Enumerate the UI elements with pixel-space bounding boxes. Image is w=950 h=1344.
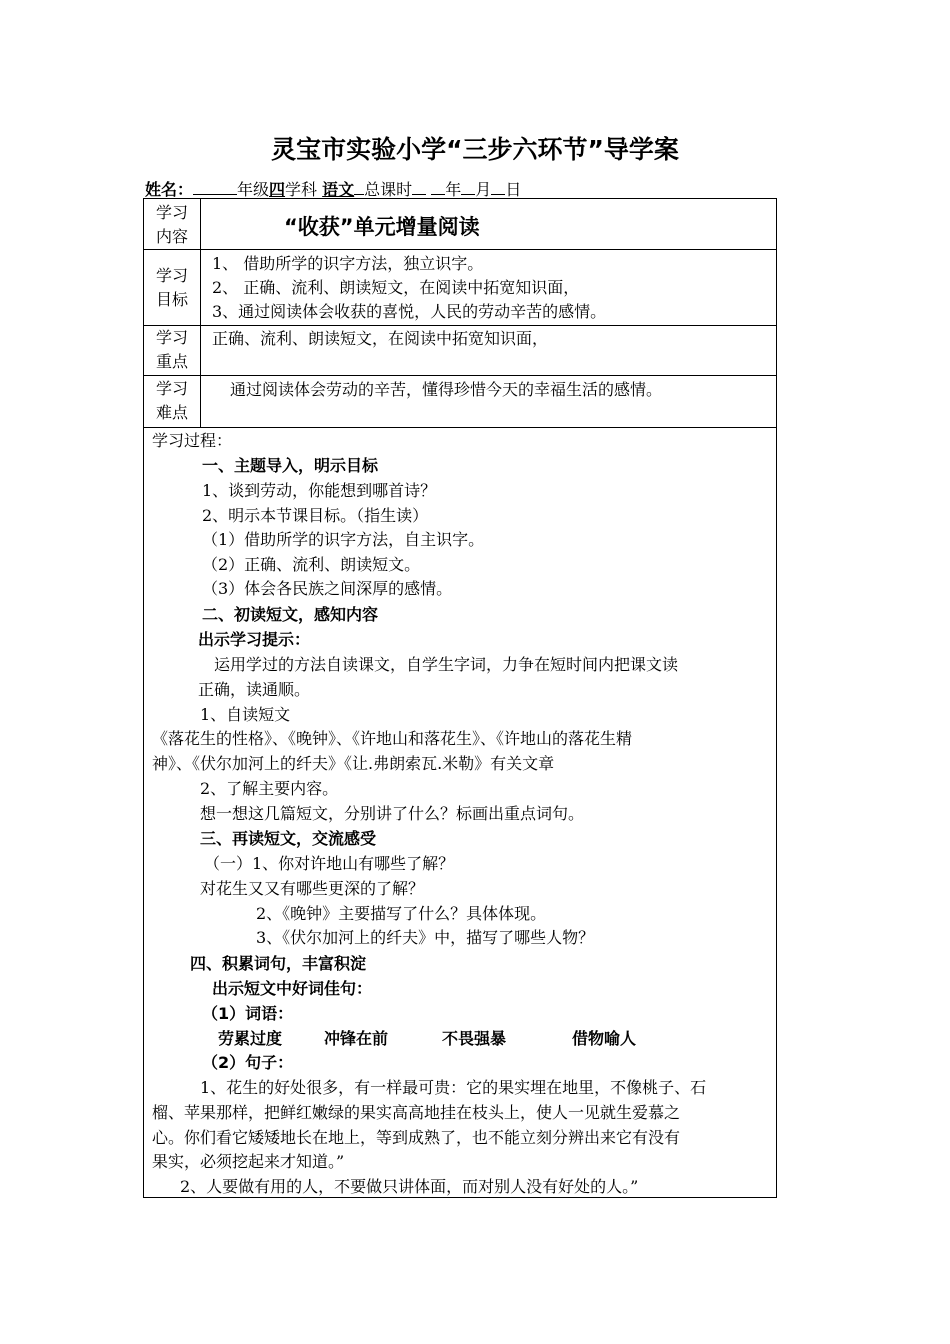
row-divider xyxy=(144,375,776,376)
goal-item: 3、通过阅读体会收获的喜悦，人民的劳动辛苦的感情。 xyxy=(212,302,607,321)
name-label: 姓名： xyxy=(145,180,194,199)
process-line: 运用学过的方法自读课文，自学生字词，力争在短时间内把课文读 xyxy=(214,655,679,674)
total-lessons-blank xyxy=(412,180,426,195)
process-line: （一）1、你对许地山有哪些了解？ xyxy=(204,854,455,873)
process-subheading: 出示学习提示： xyxy=(198,630,311,649)
goal-item: 1、 借助所学的识字方法，独立识字。 xyxy=(212,254,484,273)
total-lessons-label: 总课时 xyxy=(364,180,413,199)
grade-suffix: 年级 xyxy=(237,180,270,199)
process-line: 神》、《伏尔加河上的纤夫》《让.弗朗索瓦.米勒》有关文章 xyxy=(152,754,555,773)
goals-label: 学习 目标 xyxy=(155,266,188,309)
process-subheading: 出示短文中好词佳句： xyxy=(212,979,373,998)
process-line: 2、明示本节课目标。（指生读） xyxy=(202,506,429,525)
difficulty-label: 学习 难点 xyxy=(155,379,188,422)
month-blank xyxy=(461,180,475,195)
sentence-line: 2、人要做有用的人，不要做只讲体面，而对别人没有好处的人。” xyxy=(180,1177,639,1196)
words-heading: （1）词语： xyxy=(202,1004,294,1023)
section-heading: 一、主题导入，明示目标 xyxy=(202,456,379,475)
sentence-line: 心。你们看它矮矮地长在地上，等到成熟了，也不能立刻分辨出来它有没有 xyxy=(152,1128,681,1147)
difficulty-text: 通过阅读体会劳动的辛苦，懂得珍惜今天的幸福生活的感情。 xyxy=(230,380,663,399)
subject-value: 语文 xyxy=(322,180,355,199)
subject-label: 学科 xyxy=(285,180,318,199)
process-line: 《落花生的性格》、《晚钟》、《许地山和落花生》、《许地山的落花生精 xyxy=(152,729,633,748)
goal-item: 2、 正确、流利、朗读短文，在阅读中拓宽知识面， xyxy=(212,278,580,297)
process-line: 对花生又又有哪些更深的了解？ xyxy=(200,879,425,898)
process-line: （3）体会各民族之间深厚的感情。 xyxy=(202,579,453,598)
vocab-word: 借物喻人 xyxy=(572,1029,637,1048)
page-title: 灵宝市实验小学“三步六环节”导学案 xyxy=(271,135,679,164)
sentence-line: 榴、苹果那样，把鲜红嫩绿的果实高高地挂在枝头上，使人一见就生爱慕之 xyxy=(152,1103,681,1122)
unit-title: “收获”单元增量阅读 xyxy=(284,215,480,239)
student-info-line xyxy=(145,177,521,200)
year-label: 年 xyxy=(445,180,462,199)
process-line: 1、自读短文 xyxy=(200,705,291,724)
row-divider xyxy=(144,427,776,428)
column-divider xyxy=(200,199,201,427)
row-divider xyxy=(144,325,776,326)
day-label: 日 xyxy=(505,180,522,199)
process-line: 想一想这几篇短文，分别讲了什么？标画出重点词句。 xyxy=(200,804,585,823)
sentence-line: 1、花生的好处很多，有一样最可贵：它的果实埋在地里，不像桃子、石 xyxy=(200,1078,707,1097)
focus-label: 学习 重点 xyxy=(155,328,188,371)
sentences-heading: （2）句子： xyxy=(202,1053,294,1072)
process-line: 2、了解主要内容。 xyxy=(200,779,339,798)
row-divider xyxy=(144,249,776,250)
vocab-word: 劳累过度 xyxy=(218,1029,283,1048)
name-blank xyxy=(193,180,237,195)
process-line: 3、《伏尔加河上的纤夫》中，描写了哪些人物？ xyxy=(256,928,595,947)
lesson-plan-table xyxy=(143,198,777,1198)
process-heading: 学习过程： xyxy=(152,431,233,450)
vocab-word: 不畏强暴 xyxy=(442,1029,507,1048)
process-line: （2）正确、流利、朗读短文。 xyxy=(202,555,421,574)
process-line: 2、《晚钟》主要描写了什么？具体体现。 xyxy=(256,904,547,923)
section-heading: 二、初读短文，感知内容 xyxy=(202,605,379,624)
grade-value: 四 xyxy=(269,180,286,199)
process-line: （1）借助所学的识字方法，自主识字。 xyxy=(202,530,485,549)
month-label: 月 xyxy=(475,180,492,199)
focus-text: 正确、流利、朗读短文，在阅读中拓宽知识面， xyxy=(212,329,549,348)
section-heading: 三、再读短文，交流感受 xyxy=(200,829,377,848)
content-label: 学习 内容 xyxy=(155,203,188,246)
day-blank xyxy=(491,180,505,195)
process-line: 1、谈到劳动，你能想到哪首诗？ xyxy=(202,481,437,500)
section-heading: 四、积累词句，丰富积淀 xyxy=(190,954,367,973)
process-line: 正确，读通顺。 xyxy=(198,680,311,699)
vocab-word: 冲锋在前 xyxy=(324,1029,389,1048)
sentence-line: 果实，必须挖起来才知道。” xyxy=(152,1152,345,1171)
